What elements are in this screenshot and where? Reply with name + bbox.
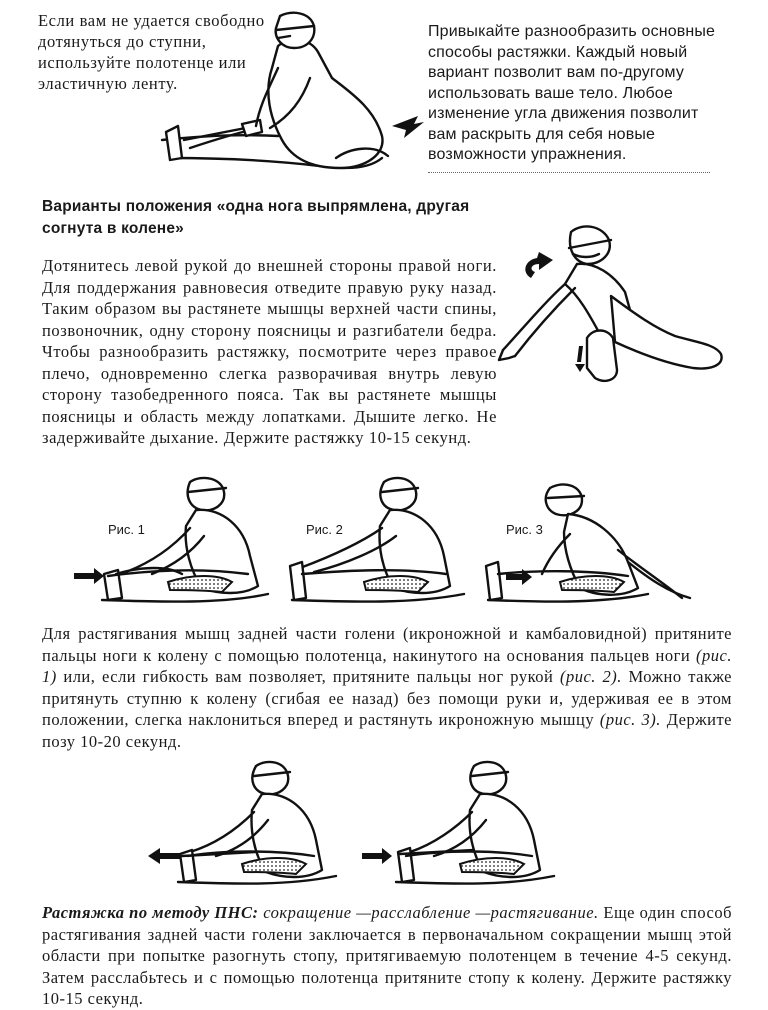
figure-label-2: Рис. 2 <box>306 522 343 537</box>
pnf-subtitle: сокращение —расслабление —растягивание. <box>258 903 599 922</box>
figure-ref-2: (рис. 2). <box>559 667 622 686</box>
figure-label-3: Рис. 3 <box>506 522 543 537</box>
illustration-twist-stretch <box>495 218 730 398</box>
top-caption: Если вам не удается свободно дотянуться до ступни, используйте полотенце или эластичную ленту. <box>38 11 265 93</box>
paragraph-2-text-2: или, если гибкость вам позволяет, притяните пальцы ног рукой <box>56 667 560 686</box>
illustration-pnf-contract <box>146 752 346 892</box>
tip-box: Привыкайте разнообразить основные способы растяжки. Каждый новый вариант позволит вам по-другому использовать ваше тело. Любое изменение угла движения позволит вам раскрыть для себя новые возможности упражнения. <box>428 23 716 163</box>
paragraph-2 <box>42 623 732 752</box>
paragraph-2-text-1: Для растягивания мышц задней части голени (икроножной и камбаловидной) притяните пальцы ноги к колену с помощью полотенца, накинутого на основания пальцев ноги <box>42 624 732 665</box>
illustration-figure-2 <box>282 470 472 610</box>
illustration-figure-3 <box>478 470 698 610</box>
paragraph-2-text-4: Держите позу 10-20 секунд. <box>42 710 732 751</box>
pnf-title: Растяжка по методу ПНС: <box>42 903 259 922</box>
paragraph-1: Дотянитесь левой рукой до внешней стороны правой ноги. Для поддержания равновесия отведите правую руку назад. Таким образом вы растянете мышцы верхней части спины, позвоночник, одну сторону поясницы и разгибатели бедра. Чтобы разнообразить растяжку, посмотрите через правое плечо, одновременно слегка разворачивая внутрь левую сторону тазобедренного пояса. Так вы растянете мышцы поясницы и область между лопатками. Дышите легко. Не задерживайте дыхание. Держите растяжку 10-15 секунд. <box>42 256 497 447</box>
figure-ref-3: (рис. 3). <box>599 710 661 729</box>
paragraph-3 <box>42 902 732 1010</box>
illustration-pnf-stretch <box>360 752 560 892</box>
section-heading: Варианты положения «одна нога выпрямлена, другая согнута в колене» <box>42 198 470 237</box>
figure-ref-1: (рис. 1) <box>42 645 732 686</box>
illustration-towel-stretch <box>160 8 430 188</box>
pnf-text: Еще один способ растягивания задней части голени заключается в первоначальном сокращении мышц этой области при попытке разогнуть стопу, притягиваемую полотенцем в течение 4-5 секунд. Затем расслабьтесь и с помощью полотенца притяните стопу к колену. Держите растяжку 10-15 секунд. <box>42 903 732 1008</box>
figure-label-1: Рис. 1 <box>108 522 145 537</box>
illustration-figure-1 <box>72 470 277 610</box>
paragraph-2-text-3: Можно также притянуть ступню к колену (сгибая ее назад) без помощи руки и, удерживая ее в этом положении, слегка наклониться вперед и растянуть икроножную мышцу <box>42 667 732 729</box>
tip-divider <box>428 172 710 173</box>
